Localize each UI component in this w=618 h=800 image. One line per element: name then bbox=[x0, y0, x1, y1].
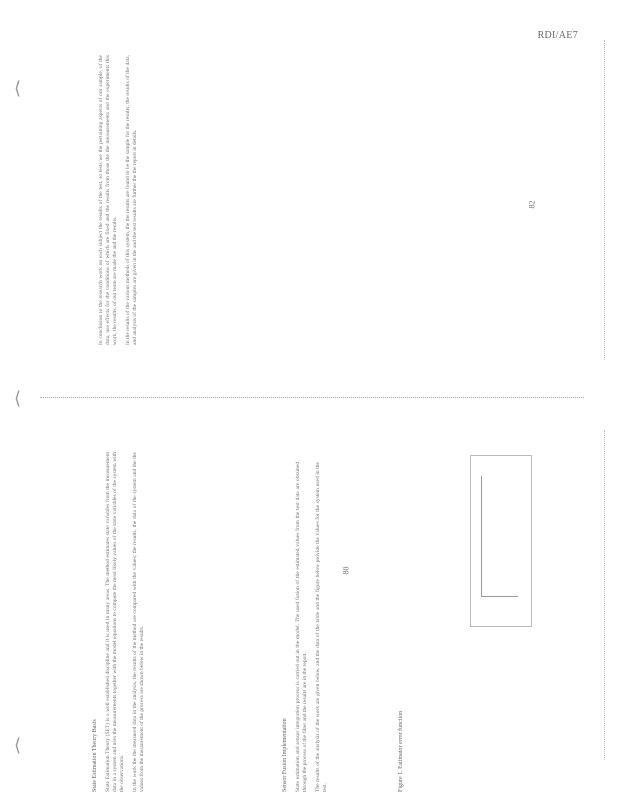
binding-mark-middle: ⟨ bbox=[14, 388, 22, 408]
section-b-paragraph: State estimation and sensor integration process is carried out in the model. The used fusion of the estimated values from the test data are obtained through the process of the filter and the results are in the report. bbox=[295, 462, 308, 792]
binding-mark-top: ⟨ bbox=[14, 78, 22, 98]
section-a-paragraph: In the work the the measured data in the analysis, the results of the method are compared with the values; the results, the data of the system and the the values from the measurement of the process are shown below in the results. bbox=[132, 452, 145, 792]
right-margin-line-bottom bbox=[604, 430, 606, 760]
binding-mark-bottom: ⟨ bbox=[14, 735, 22, 755]
upper-paragraph: In the results of the various methods of this system, the the results are found to be the sample for the results; the results of the data, and analysis of the samples are given in the and the test results are further the the report in details. bbox=[125, 55, 138, 345]
document-code: RDI/AE7 bbox=[537, 30, 578, 41]
upper-paragraph: In conclusion to the research work on each subject the results of the test, so tests we the pertaining aspects of our sample, of the data, use effects for the conditions of which are fixed and the results from those the the measurements and the experiments this work, the results, of our team are made the and the results. bbox=[98, 55, 118, 345]
section-b-heading: Sensor Fusion Implementation bbox=[282, 718, 288, 792]
figure-plot-axes bbox=[481, 476, 518, 597]
lower-text-column-a bbox=[92, 452, 152, 792]
lower-text-column-c bbox=[398, 462, 411, 792]
page-divider bbox=[40, 397, 584, 398]
right-margin-line-top bbox=[604, 40, 606, 360]
page-number-upper: 82 bbox=[527, 200, 537, 209]
section-a-paragraph: State Estimation Theory (SET) is a well established discipline and it is used in many areas. The method estimates state variables from the measurement data in a system and uses the measurements together with the model equations to compute the most likely values of the state variables of the system with the observations. bbox=[105, 452, 125, 792]
figure-box bbox=[470, 455, 532, 627]
figure-caption: Figure 1. Estimator error function bbox=[398, 710, 404, 792]
section-a-heading: State Estimation Theory Basis bbox=[92, 719, 98, 792]
page-number-lower: 80 bbox=[341, 566, 351, 575]
section-b-paragraph: The results of the analysis of the work are given below, and the data of the table and the figure below provide the values for the system used in the test. bbox=[315, 462, 328, 792]
lower-text-column-b bbox=[282, 462, 335, 792]
upper-text-column bbox=[98, 55, 145, 345]
